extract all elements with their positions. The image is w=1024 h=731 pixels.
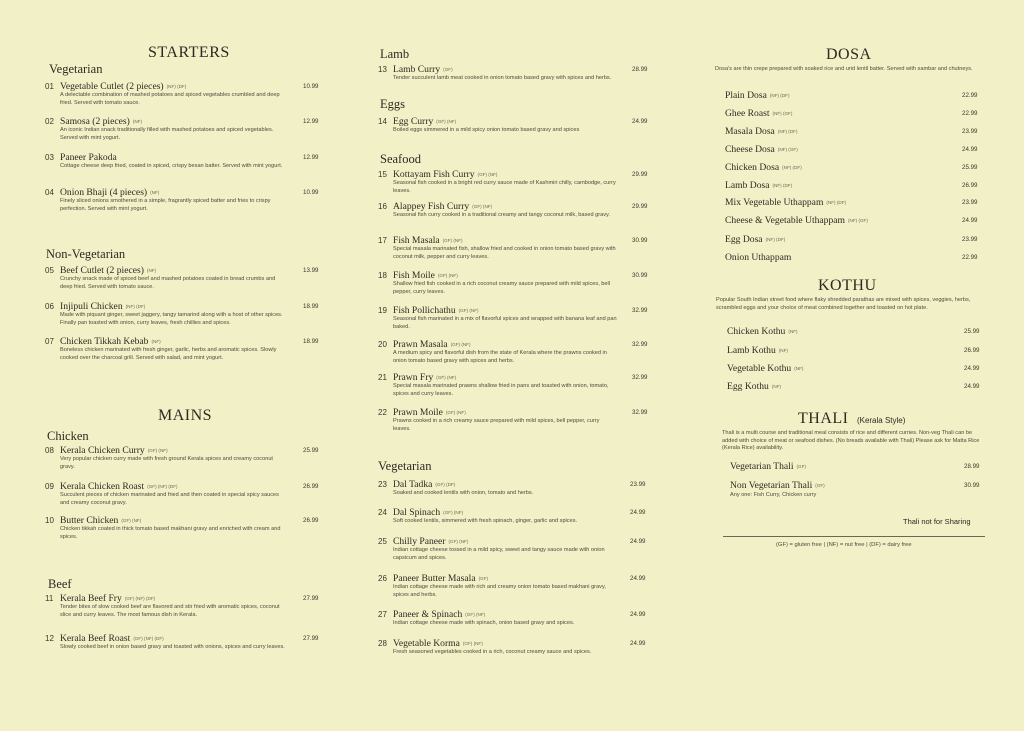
item-description: Soaked and cooked lentils with onion, tomato and herbs. xyxy=(393,490,534,496)
thali-title-text: THALI xyxy=(798,410,849,427)
item-description: Very popular chicken curry made with fresh ground Kerala spices and creamy coconut gravy. xyxy=(60,456,273,470)
menu-item-name xyxy=(727,381,781,392)
dosa-title: DOSA xyxy=(826,46,872,63)
chicken-heading: Chicken xyxy=(47,429,89,443)
item-price: 27.99 xyxy=(303,595,319,602)
menu-item-name xyxy=(730,461,806,472)
item-name-text: Kottayam Fish Curry xyxy=(393,169,475,180)
menu-item-name xyxy=(725,197,846,208)
menu-item-name xyxy=(725,126,797,137)
item-dietary-tags: (NF) (DF) xyxy=(125,304,146,310)
item-price: 18.99 xyxy=(303,338,319,345)
item-name-text: Kerala Chicken Roast xyxy=(60,481,145,492)
kothu-intro: Popular South Indian street food where flaky shredded parathas are mixed with spices, veggies, herbs, scrambled eggs and your choice of meat combined together and toasted on hot plate. xyxy=(716,297,971,311)
item-name-text: Paneer & Spinach xyxy=(393,609,463,620)
item-description: Cottage cheese deep fried, coated in spiced, crispy besan batter. Served with mint yogurt. xyxy=(60,163,283,169)
menu-item-name xyxy=(727,326,798,337)
menu-item-name xyxy=(725,234,785,245)
item-name-text: Onion Bhaji (4 pieces) xyxy=(60,187,148,198)
item-name-text: Egg Dosa xyxy=(725,234,763,245)
menu-item-price: 26.99 xyxy=(962,182,978,189)
item-dietary-tags: (GF) xyxy=(815,483,825,489)
item-dietary-tags: (GF) (NF) (DF) xyxy=(124,596,156,602)
item-price: 24.99 xyxy=(630,640,646,647)
item-dietary-tags: (GF) (NF) xyxy=(436,375,457,381)
item-dietary-tags: (NF) (DF) xyxy=(826,200,847,206)
item-price: 29.99 xyxy=(632,203,648,210)
item-name-text: Samosa (2 pieces) xyxy=(60,116,130,127)
item-description: Slowly cooked beef in onion based gravy and toasted with onions, spices and curry leaves. xyxy=(60,644,285,650)
item-dietary-tags: (GF) (NF) xyxy=(445,410,466,416)
item-dietary-tags: (NF) (GF) xyxy=(847,218,868,224)
menu-item-price: 22.99 xyxy=(962,110,978,117)
item-description: Seasonal fish cooked in a bright red curry sauce made of Kashmiri chilly, cambodge, curry leaves. xyxy=(393,180,616,194)
item-description: A delectable combination of mashed potatoes and spiced vegetables crumbled and deep fried. Served with tomato sauce. xyxy=(60,92,280,106)
item-description: Shallow fried fish cooked in a rich coconut creamy sauce prepared with mild spices, bell pepper, curry leaves. xyxy=(393,281,611,295)
menu-item-price: 22.99 xyxy=(962,254,978,261)
vegetarian-mains-heading: Vegetarian xyxy=(378,459,432,473)
item-name-text: Vegetable Kothu xyxy=(727,363,792,374)
item-description: Chicken tikkah coated in thick tomato based makhani gravy and enriched with cream and spices. xyxy=(60,526,281,540)
item-description: Special masala marinated prawns shallow fried in pans and toasted with onion, tomato, spices and curry leaves. xyxy=(393,383,609,397)
item-price: 10.99 xyxy=(303,83,319,90)
item-name-text: Chilly Paneer xyxy=(393,536,446,547)
item-name-text: Lamb Dosa xyxy=(725,180,770,191)
item-name-text: Paneer Butter Masala xyxy=(393,573,476,584)
menu-item-name xyxy=(725,252,794,263)
item-dietary-tags: (NF) xyxy=(132,119,142,125)
item-number: 10 xyxy=(45,516,54,525)
item-price: 32.99 xyxy=(632,374,648,381)
item-description: An iconic Indian snack traditionally filled with mashed potatoes and spiced vegetables. Served with mint yogurt. xyxy=(60,127,274,141)
menu-item-price: 25.99 xyxy=(964,328,980,335)
item-dietary-tags: (GF) (NF) xyxy=(472,204,493,210)
item-number: 13 xyxy=(378,65,387,74)
menu-item-name xyxy=(730,480,825,491)
item-name-text: Egg Kothu xyxy=(727,381,769,392)
item-description: Tender bites of slow cooked beef are flavored and stir fried with aromatic spices, coconut slice and curry leaves. The most famous dish in Kerala. xyxy=(60,604,280,618)
item-dietary-tags: (NF) (DF) xyxy=(765,237,786,243)
item-dietary-tags: (GF) (NF) xyxy=(458,308,479,314)
item-dietary-tags: (GF) (NF) (DF) xyxy=(133,636,164,642)
item-price: 29.99 xyxy=(632,171,648,178)
item-description: Indian cottage cheese made with spinach, onion based gravy and spices. xyxy=(393,620,575,626)
item-number: 18 xyxy=(378,271,387,280)
item-price: 24.99 xyxy=(630,509,646,516)
item-name-text: Kerala Chicken Curry xyxy=(60,445,145,456)
item-number: 03 xyxy=(45,153,54,162)
item-number: 20 xyxy=(378,340,387,349)
item-description: Soft cooked lentils, simmered with fresh spinach, ginger, garlic and spices. xyxy=(393,518,578,524)
item-dietary-tags: (GF) (NF) xyxy=(121,518,142,524)
menu-item-description: Any one: Fish Curry, Chicken curry xyxy=(730,492,817,498)
menu-item-name xyxy=(725,215,868,226)
menu-item-price: 24.99 xyxy=(962,146,978,153)
item-name-text: Vegetable Korma xyxy=(393,638,460,649)
item-number: 22 xyxy=(378,408,387,417)
item-dietary-tags: (GF) (NF) xyxy=(147,448,168,454)
item-name-text: Chicken Kothu xyxy=(727,326,786,337)
eggs-heading: Eggs xyxy=(380,97,405,111)
item-dietary-tags: (GF) xyxy=(796,464,806,470)
thali-subtitle: (Kerala Style) xyxy=(856,416,906,425)
item-price: 32.99 xyxy=(632,341,648,348)
item-dietary-tags: (GF) (NF) xyxy=(437,273,458,279)
item-name-text: Paneer Pakoda xyxy=(60,152,117,163)
item-dietary-tags: (GF) (NF) xyxy=(436,119,457,125)
menu-item-name xyxy=(725,90,790,101)
item-number: 06 xyxy=(45,302,54,311)
item-name-text: Onion Uthappam xyxy=(725,252,792,263)
item-dietary-tags: (NF) xyxy=(771,384,782,390)
item-number: 25 xyxy=(378,537,387,546)
item-price: 27.99 xyxy=(303,635,319,642)
kothu-title: KOTHU xyxy=(818,277,877,294)
item-name-text: Beef Cutlet (2 pieces) xyxy=(60,265,144,276)
mains-title: MAINS xyxy=(158,407,213,424)
item-number: 02 xyxy=(45,117,54,126)
item-price: 23.99 xyxy=(630,481,646,488)
item-dietary-tags: (GF) (NF) xyxy=(442,238,463,244)
item-name-text: Cheese & Vegetable Uthappam xyxy=(725,215,845,226)
item-dietary-tags: (GF) xyxy=(478,576,489,582)
item-price: 18.99 xyxy=(303,303,319,310)
item-name-text: Ghee Roast xyxy=(725,108,770,119)
item-price: 24.99 xyxy=(630,611,646,618)
starters-title: STARTERS xyxy=(148,44,230,61)
beef-heading: Beef xyxy=(48,577,72,591)
item-name-text: Fish Masala xyxy=(393,235,440,246)
item-dietary-tags: (GF) (NF) xyxy=(465,612,486,618)
item-name-text: Cheese Dosa xyxy=(725,144,775,155)
item-description: Seasonal fish curry cooked in a traditional creamy and tangy coconut milk, based gravy. xyxy=(393,212,610,218)
item-dietary-tags: (GF) (NF) xyxy=(462,641,483,647)
menu-item-name xyxy=(725,108,792,119)
menu-item-price: 25.99 xyxy=(962,164,978,171)
item-dietary-tags: (NF) xyxy=(778,348,788,354)
item-description: Finely sliced onions smothered in a simple, fragrantly spiced batter and fries to crispy perfection. Served with mint yogurt. xyxy=(60,198,271,212)
item-description: Boneless chicken marinated with fresh ginger, garlic, herbs and aromatic spices. Slowly cooked over the charcoal grill. Served with salad, and mint yogurt. xyxy=(60,347,277,361)
item-description: Succulent pieces of chicken marinated and fried and then coated in special spicy sauces and creamy coconut gravy. xyxy=(60,492,279,506)
item-number: 01 xyxy=(45,82,54,91)
item-description: Boiled eggs simmered in a mild spicy onion tomato based gravy and spices xyxy=(393,127,580,133)
item-price: 26.99 xyxy=(303,483,319,490)
item-number: 08 xyxy=(45,446,54,455)
item-number: 19 xyxy=(378,306,387,315)
item-number: 07 xyxy=(45,337,54,346)
item-price: 24.99 xyxy=(630,538,646,545)
item-name-text: Prawn Moile xyxy=(393,407,443,418)
item-dietary-tags: (NF) xyxy=(150,190,160,196)
item-dietary-tags: (NF) (GF) xyxy=(772,111,793,117)
menu-item-price: 24.99 xyxy=(962,217,978,224)
item-price: 32.99 xyxy=(632,409,648,416)
item-price: 26.99 xyxy=(303,517,319,524)
menu-item-price: 28.99 xyxy=(964,463,980,470)
item-name-text: Lamb Curry xyxy=(393,64,441,75)
thali-intro: Thali is a multi course and traditional meal consists of rice and different curries. Non-veg Thali can be added with choice of meat or seafood dishes. (No breads available with Thali) Please ask for Matta Rice (Kerala Rice) availability. xyxy=(722,430,980,451)
item-number: 21 xyxy=(378,373,387,382)
item-name-text: Vegetable Cutlet (2 pieces) xyxy=(60,81,164,92)
item-name-text: Chicken Tikkah Kebab xyxy=(60,336,149,347)
item-number: 23 xyxy=(378,480,387,489)
seafood-heading: Seafood xyxy=(380,152,421,166)
menu-item-name xyxy=(725,162,802,173)
item-description: Tender succulent lamb meat cooked in onion tomato based gravy with spices and herbs. xyxy=(393,75,612,81)
item-name-text: Chicken Dosa xyxy=(725,162,780,173)
item-price: 28.99 xyxy=(632,66,648,73)
item-name-text: Butter Chicken xyxy=(60,515,119,526)
item-price: 24.99 xyxy=(632,118,648,125)
item-name-text: Kerala Beef Roast xyxy=(60,633,131,644)
item-price: 13.99 xyxy=(303,267,319,274)
menu-item-name xyxy=(725,144,798,155)
menu-item-price: 22.99 xyxy=(962,92,978,99)
item-number: 26 xyxy=(378,574,387,583)
item-number: 17 xyxy=(378,236,387,245)
item-dietary-tags: (NF) xyxy=(151,339,161,345)
item-name-text: Injipuli Chicken xyxy=(60,301,123,312)
item-price: 24.99 xyxy=(630,575,646,582)
menu-item-price: 26.99 xyxy=(964,347,980,354)
item-dietary-tags: (GF) (NF) xyxy=(477,172,498,178)
item-description: Indian cottage cheese made with rich and creamy onion tomato based makhani gravy, spices and herbs. xyxy=(393,584,606,598)
item-dietary-tags: (NF) (DF) xyxy=(166,84,187,90)
menu-item-price: 24.99 xyxy=(964,365,980,372)
item-dietary-tags: (GF) xyxy=(443,67,453,73)
item-dietary-tags: (NF) (DF) xyxy=(769,93,790,99)
vegetarian-starters-heading: Vegetarian xyxy=(49,62,103,76)
item-dietary-tags: (NF) (DF) xyxy=(782,165,802,171)
item-name-text: Egg Curry xyxy=(393,116,434,127)
item-name-text: Lamb Kothu xyxy=(727,345,776,356)
item-name-text: Dal Tadka xyxy=(393,479,433,490)
dietary-legend: (GF) = gluten free | (NF) = nut free | (DF) = dairy free xyxy=(776,542,912,548)
item-description: Crunchy snack made of spiced beef and mashed potatoes coated in bread crumbs and deep fried. Served with tomato sauce. xyxy=(60,276,276,290)
non-vegetarian-starters-heading: Non-Vegetarian xyxy=(46,247,126,261)
item-name-text: Masala Dosa xyxy=(725,126,775,137)
menu-item-name xyxy=(725,180,792,191)
item-number: 14 xyxy=(378,117,387,126)
item-dietary-tags: (GF) (NF) xyxy=(443,510,464,516)
item-number: 04 xyxy=(45,188,54,197)
item-price: 12.99 xyxy=(303,118,319,125)
item-price: 30.99 xyxy=(632,237,648,244)
item-price: 12.99 xyxy=(303,154,319,161)
item-name-text: Kerala Beef Fry xyxy=(60,593,122,604)
menu-item-price: 23.99 xyxy=(962,128,978,135)
item-dietary-tags: (NF) xyxy=(794,366,804,372)
lamb-heading: Lamb xyxy=(380,47,410,61)
item-description: Indian cottage cheese tossed in a mild spicy, sweet and tangy sauce made with onion capsicum and spices. xyxy=(393,547,605,561)
item-name-text: Vegetarian Thali xyxy=(730,461,794,472)
item-dietary-tags: (GF) (NF) xyxy=(448,539,469,545)
item-dietary-tags: (NF) xyxy=(146,268,157,274)
item-number: 28 xyxy=(378,639,387,648)
menu-item-price: 23.99 xyxy=(962,199,978,206)
item-number: 12 xyxy=(45,634,54,643)
item-description: Made with piquant ginger, sweet jaggery, tangy tamarind along with a host of other spices. Finally pan toasted with onion, curry leaves, fresh chillies and spices. xyxy=(60,312,283,326)
item-dietary-tags: (NF) (DF) xyxy=(777,129,798,135)
item-name-text: Prawn Masala xyxy=(393,339,448,350)
dosa-intro: Dosa's are thin crepe prepared with soaked rice and urid lentil batter. Served with sambar and chutneys. xyxy=(715,66,973,72)
item-number: 24 xyxy=(378,508,387,517)
item-description: Special masala marinated fish, shallow fried and cooked in onion tomato based gravy with coconut milk, pepper and curry leaves. xyxy=(393,246,616,260)
item-description: A medium spicy and flavorful dish from the state of Kerala where the prawns cooked in onion tomato based gravy with spices and herbs. xyxy=(393,350,607,364)
item-name-text: Non Vegetarian Thali xyxy=(730,480,813,491)
item-name-text: Dal Spinach xyxy=(393,507,441,518)
item-price: 10.99 xyxy=(303,189,319,196)
item-description: Prawns cooked in a rich creamy sauce prepared with mild spices, bell pepper, curry leaves. xyxy=(393,418,600,432)
item-dietary-tags: (GF) (NF) xyxy=(450,342,471,348)
item-dietary-tags: (GF) (NF) (DF) xyxy=(147,484,178,490)
menu-item-price: 24.99 xyxy=(964,383,980,390)
item-price: 25.99 xyxy=(303,447,319,454)
legend-divider xyxy=(723,536,985,537)
menu-item-name xyxy=(727,345,788,356)
thali-title xyxy=(798,410,905,428)
item-name-text: Fish Pollichathu xyxy=(393,305,456,316)
item-number: 11 xyxy=(45,594,54,603)
item-number: 05 xyxy=(45,266,54,275)
menu-item-price: 30.99 xyxy=(964,482,980,489)
item-price: 32.99 xyxy=(632,307,648,314)
item-number: 15 xyxy=(378,170,387,179)
item-description: Seasonal fish marinated in a mix of flavorful spices and wrapped with banana leaf and pan baked. xyxy=(393,316,617,330)
item-number: 09 xyxy=(45,482,54,491)
item-number: 16 xyxy=(378,202,387,211)
item-name-text: Alappey Fish Curry xyxy=(393,201,470,212)
menu-item-price: 23.99 xyxy=(962,236,978,243)
item-dietary-tags: (GF) (DF) xyxy=(435,482,456,488)
item-dietary-tags: (NF) xyxy=(788,329,798,335)
item-price: 30.99 xyxy=(632,272,648,279)
item-dietary-tags: (NF) (GF) xyxy=(777,147,798,153)
item-name-text: Plain Dosa xyxy=(725,90,767,101)
menu-item-name xyxy=(727,363,803,374)
item-name-text: Fish Moile xyxy=(393,270,435,281)
item-dietary-tags: (NF) (DF) xyxy=(772,183,793,189)
item-description: Fresh seasoned vegetables cooked in a rich, coconut creamy sauce and spices. xyxy=(393,649,592,655)
item-number: 27 xyxy=(378,610,387,619)
item-name-text: Prawn Fry xyxy=(393,372,434,383)
thali-note: Thali not for Sharing xyxy=(903,517,971,526)
item-name-text: Mix Vegetable Uthappam xyxy=(725,197,824,208)
